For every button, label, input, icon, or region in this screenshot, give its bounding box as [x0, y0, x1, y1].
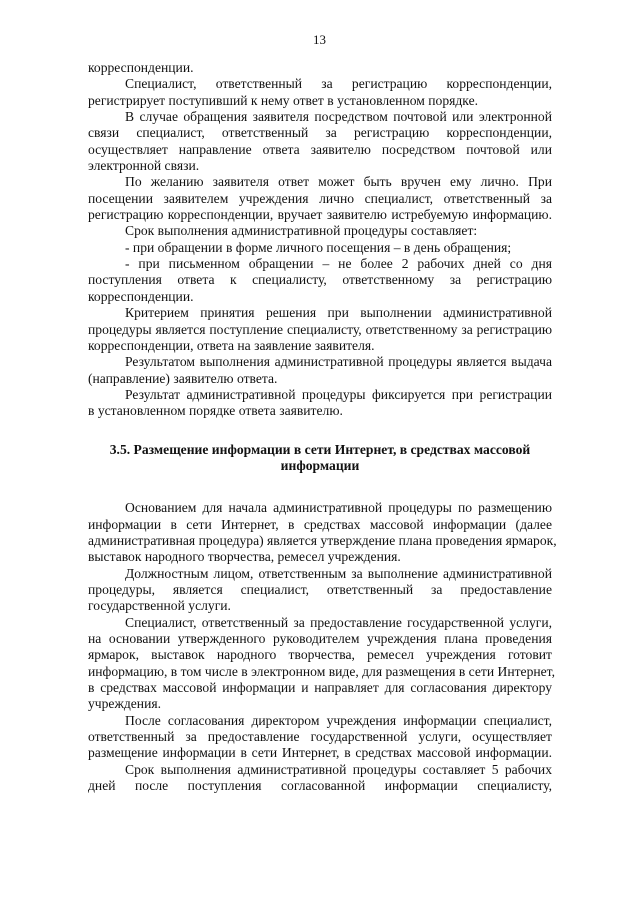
text-line: ответственный за предоставление государственной услуги, осуществляет: [88, 729, 552, 745]
text-line: связи специалист, ответственный за регистрацию корреспонденции,: [88, 125, 552, 141]
text-line: электронной связи.: [88, 158, 200, 174]
text-line: информации в сети Интернет, в средствах массовой информации (далее: [88, 516, 552, 532]
text-line: в установленном порядке ответа заявителю.: [88, 403, 343, 419]
text-line: на основании утвержденного руководителем учреждения плана проведения: [88, 631, 552, 646]
text-line: Специалист, ответственный за регистрацию корреспонденции,: [125, 76, 552, 92]
text-line: - при письменном обращении – не более 2 рабочих дней со дня: [125, 256, 552, 272]
text-line: Срок выполнения административной процедуры составляет:: [125, 223, 478, 239]
text-line: Должностным лицом, ответственным за выполнение административной: [125, 565, 552, 581]
text-line: корреспонденции, ответа на заявление заявителя.: [88, 337, 375, 353]
text-line: размещение информации в сети Интернет, в средствах массовой информации.: [88, 745, 552, 761]
text-line: дней после поступления согласованной информации специалисту,: [88, 778, 552, 794]
text-line: корреспонденции.: [88, 60, 194, 75]
page-number: 13: [313, 32, 326, 47]
text-line: информацию, в том числе в электронном виде, для размещения в сети Интернет,: [88, 663, 555, 679]
text-line: По желанию заявителя ответ может быть вручен ему лично. При: [125, 174, 552, 190]
text-line: ярмарок, выставок народного творчества, ремесел учреждения готовит: [88, 647, 552, 663]
text-line: После согласования директором учреждения информации специалист,: [125, 712, 552, 728]
text-line: В случае обращения заявителя посредством почтовой или электронной: [125, 109, 552, 125]
text-line: учреждения.: [88, 696, 162, 712]
section-heading-line: информации: [280, 457, 360, 473]
text-line: Результатом выполнения административной процедуры является выдача: [125, 354, 552, 370]
text-line: процедуры, является специалист, ответственный за предоставление: [88, 581, 552, 597]
text-line: регистрацию корреспонденции, вручает заявителю истребуемую информацию.: [88, 207, 552, 223]
text-line: Результат административной процедуры фиксируется при регистрации: [125, 386, 552, 402]
text-line: поступления ответа к специалисту, ответственному за регистрацию: [88, 272, 552, 288]
text-line: корреспонденции.: [88, 288, 194, 304]
spacer: [88, 420, 552, 442]
text-line: Критерием принятия решения при выполнении административной: [125, 305, 552, 321]
text-line: административная процедура) является утверждение плана проведения ярмарок,: [88, 532, 557, 548]
text-line: регистрирует поступивший к нему ответ в установленном порядке.: [88, 92, 479, 108]
text-line: осуществляет направление ответа заявителю посредством почтовой или: [88, 141, 552, 157]
text-line: Основанием для начала административной процедуры по размещению: [125, 500, 552, 516]
text-line: Специалист, ответственный за предоставление государственной услуги,: [125, 614, 552, 630]
text-line: - при обращении в форме личного посещения – в день обращения;: [125, 239, 512, 255]
text-line: в средствах массовой информации и направляет для согласования директору: [88, 680, 552, 696]
text-line: (направление) заявителю ответа.: [88, 370, 278, 386]
text-line: государственной услуги.: [88, 598, 231, 614]
section-heading-line: 3.5. Размещение информации в сети Интернет, в средствах массовой: [109, 441, 531, 457]
text-line: Срок выполнения административной процедуры составляет 5 рабочих: [125, 761, 552, 777]
text-line: выставок народного творчества, ремесел учреждения.: [88, 549, 401, 565]
spacer: [88, 474, 552, 500]
body-text: [88, 60, 557, 794]
text-line: процедуры является поступление специалисту, ответственному за регистрацию: [88, 321, 552, 337]
text-line: посещении заявителем учреждения лично специалист, ответственный за: [88, 190, 552, 206]
